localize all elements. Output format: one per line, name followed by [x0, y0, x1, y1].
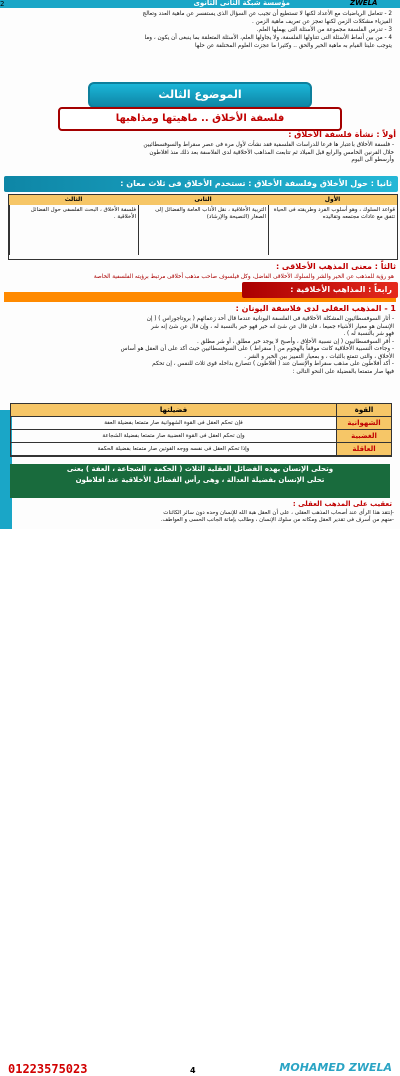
footer-author: MOHAMED ZWELA	[279, 1061, 392, 1074]
section-2-title: ثانيا : حول الأخلاق وفلسفة الأخلاق : تستخدم الأخلاق فى ثلاث معان :	[4, 176, 398, 192]
section-1-line: - فلسفة الأخلاق باعتبار ها فرعا للدراسات الفلسفية فقد نشأت لأول مرة فى عصر سقراط والسوفسطائيين	[143, 142, 394, 148]
summary-line-2: تحلى الإنسان بفضيلة العدالة ، وهى رأس الفضائل الأخلاقية عند افلاطون	[75, 476, 325, 484]
summary-line-1: وتحلى الإنسان بهذه الفضائل العقلية الثلاث ( الحكمة ، الشجاعة ، العفة ) يعنى	[66, 465, 334, 473]
table-row	[11, 443, 391, 456]
section-5-line: الأخلاق ، والتى تتمتع بالثبات ، و بمعيار التمييز بين الخير و الشر .	[244, 353, 394, 360]
table-header-third: الثالث	[8, 195, 138, 205]
table-header-first: الأول	[267, 195, 397, 205]
banner-left-number: 2	[0, 0, 5, 8]
section-1-line: وأرسطو الى اليوم	[351, 157, 394, 163]
section-1-body	[10, 142, 394, 165]
section-4-title: رابعاً : المذاهب الأخلاقية :	[242, 282, 398, 298]
critique-line: -إنتقد هذا الرأى عند أصحاب المذهب العقلى ، على أن العقل هبة الله للإنسان وحده دون سائر الكائنات	[163, 510, 394, 516]
table-cell-first: قواعد السلوك ، وهو أسلوب الفرد وطريقته فى الحياة تتفق مع عادات مجتمعه وتقاليده	[268, 205, 397, 255]
table-row	[11, 430, 391, 443]
sub-title: فلسفة الأخلاق .. ماهيتها ومذاهبها	[58, 107, 342, 131]
section-3-title: ثالثاً : معنى المذهب الأخلاقى :	[275, 262, 396, 271]
virtue-cell: وإن تحكم العقل فى القوة الغضبية صار متمتعا بفضيلة الشجاعة	[102, 433, 245, 439]
top-banner	[0, 0, 400, 8]
table-cell-second: التربية الأخلاقية ، نقل الأداب العامة والفضائل إلى الصغار (النصيحة والإرشاد)	[138, 205, 268, 255]
intro-line-2: الفيزياء مشكلات الزمن لكنها تعجز عن تعريف ماهية الزمن .	[251, 19, 392, 25]
critique-title: تعقيب على المذهب العقلى :	[292, 500, 392, 508]
banner-title: مؤسسة شبكة الثانى الثانوى	[193, 0, 290, 7]
section-5-line: - أقر السوفسطائيون ( إن نسبية الأخلاق ، وأصبح لا يوجد خير مطلق ، أو شر مطلق .	[197, 338, 394, 345]
intro-line-3: 3 - تدرس الفلسفة مجموعة من الأسئلة التى يهملها العلم.	[256, 27, 392, 33]
section-1-line: خلال القرنين الخامس والرابع قبل الميلاد ثم تتابعت المذاهب الأخلاقية لدى الفلاسفة بعد ذلك منذ افلاطون	[149, 149, 394, 156]
meanings-table	[8, 194, 398, 260]
section-5-line: - أكد أفلاطون على مذهب سقراط والإنسان عند ( أفلاطون ) تتصارع بداخله قوى ثلاث للنفس ، إن تحكم	[152, 361, 394, 367]
table-header-second: الثانى	[137, 195, 268, 205]
header-virtue: فضيلتها	[11, 404, 336, 416]
power-cell: الشهوانية	[336, 417, 391, 429]
section-5-title: 1 - المذهب العقلى لدى فلاسفة اليونان :	[235, 304, 396, 313]
critique-line: -منهم من أسرف فى تقدير العقل ومكانه من سلوك الإنسان ، وطالب بإماتة الجانب الحسى و العواطف.	[160, 517, 394, 523]
intro-line-4: 4 - من بين أنماط الأسئلة التى تتناولها الفلسفة، ولا يجاولها العلم، الأسئلة المتعلقة بما ينبغى أن يكون ، وما	[144, 35, 392, 41]
section-3-body	[10, 274, 394, 282]
critique-body	[10, 510, 394, 524]
virtues-table	[10, 403, 392, 457]
section-5-line: فيها صار متمتعا بالفضيلة على النحو التالى :	[292, 368, 394, 375]
section-5-body	[10, 316, 394, 376]
section-1-title: أولاً : نشأة فلسفة الأخلاق :	[288, 130, 396, 139]
intro-line-1: 2 - تتعامل الرياضيات مع الأعداد لكنها لا تستطيع أن تجيب عن السؤال الذى يستفسر عن ماهية العدد وتعالج	[142, 11, 392, 17]
footer-phone: 01223575023	[8, 1062, 88, 1076]
main-title: الموضوع الثالث	[88, 82, 312, 108]
summary-box	[10, 464, 390, 498]
page-number: 4	[190, 1066, 196, 1075]
footer	[0, 529, 400, 1076]
section-5-line: فهو شر بالنسبة له ) .	[343, 331, 394, 337]
section-5-line: - أثار السوفسطائيون المشكلة الأخلاقية فى الفلسفة اليونانية عندما قال أحد زعمائهم ( بروتاجوراس ) ( إن	[146, 316, 394, 322]
header-power: القوة	[336, 404, 391, 416]
power-cell: العاقلة	[336, 443, 391, 455]
virtues-table-header	[11, 404, 391, 417]
table-cell-third: فلسفة الأخلاق ، البحث الفلسفى حول الفضائل الأخلاقية .	[9, 205, 138, 255]
power-cell: الغضبية	[336, 430, 391, 442]
section-5-line: الإنسان هو معيار الأشياء جميعا ، فان قال عن شئ انه خير فهو خير بالنسبة له ، وإن قال عن شئ إنه شر	[151, 323, 394, 330]
banner-brand: ZWELA	[350, 0, 378, 7]
intro-paragraph	[7, 10, 392, 50]
virtue-cell: وإذا تحكم العقل فى نفسه ووجه القوتين صار متمتعا بفضيلة الحكمة	[97, 446, 250, 452]
table-row	[11, 417, 391, 430]
intro-line-5: يتوجب علينا القيام به ماهية الخير والحق .. وكثيرا ما عجزت العلوم المختلفة عن حلها	[195, 43, 392, 49]
section-5-line: - وجاءت النسبية الأخلاقية كانت موقفاً بالهجوم من ( سقراط ) على السوفسطائيين حيث أكد على أن العقل هو أساس	[120, 346, 394, 352]
virtue-cell: فإن تحكم العقل فى القوة الشهوانية صار متمتعا بفضيلة العفة	[104, 420, 243, 426]
section-3-line: هو رؤية للمذهب عن الخير والشر والسلوك الأخلاقى الفاضل، وكل فيلسوف صاحب مذهب أخلاقى مرتبط برؤيته الفلسفية الخاصة	[93, 274, 394, 280]
